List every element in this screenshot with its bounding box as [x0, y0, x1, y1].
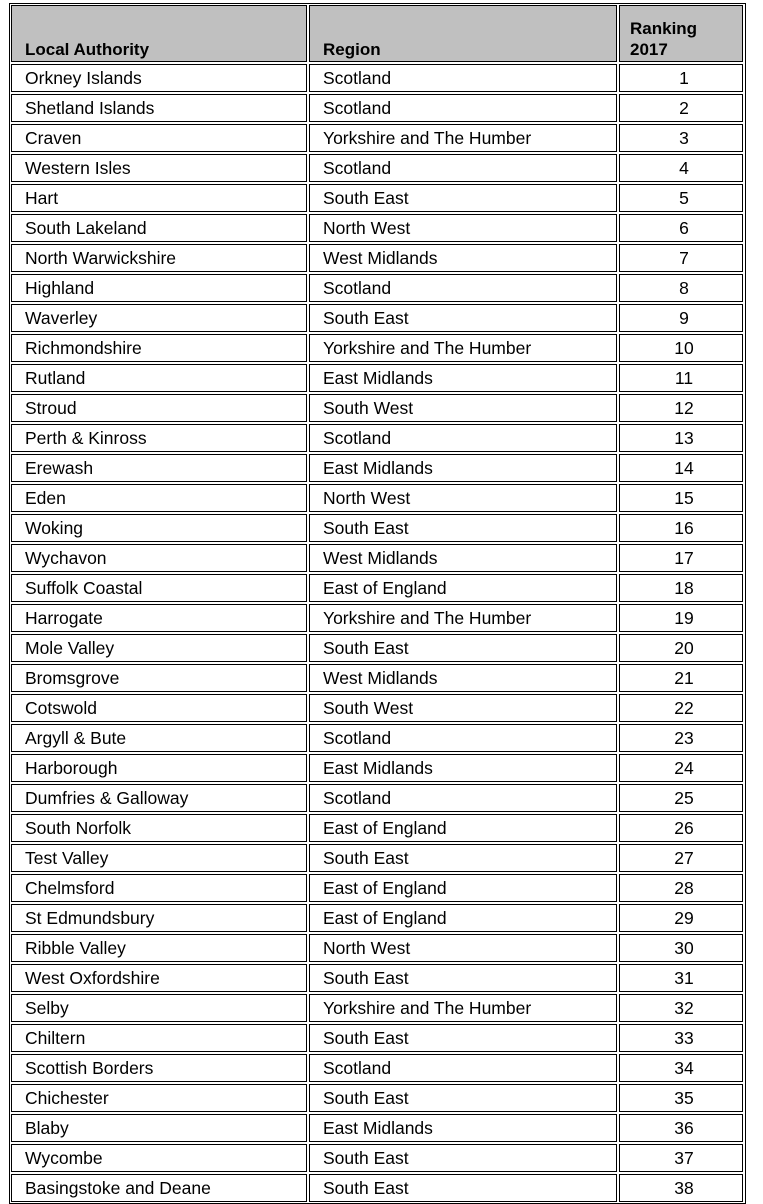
cell-ranking: 23	[619, 724, 743, 752]
cell-region: East Midlands	[309, 364, 617, 392]
cell-ranking: 22	[619, 694, 743, 722]
table-row	[11, 214, 743, 242]
cell-local-authority: Bromsgrove	[11, 664, 307, 692]
cell-region: South East	[309, 1084, 617, 1112]
cell-ranking: 15	[619, 484, 743, 512]
cell-ranking: 25	[619, 784, 743, 812]
cell-region: West Midlands	[309, 544, 617, 572]
cell-region: Yorkshire and The Humber	[309, 124, 617, 152]
cell-ranking: 5	[619, 184, 743, 212]
cell-region: South East	[309, 634, 617, 662]
cell-local-authority: Suffolk Coastal	[11, 574, 307, 602]
table-row	[11, 484, 743, 512]
cell-local-authority: Dumfries & Galloway	[11, 784, 307, 812]
cell-region: East Midlands	[309, 454, 617, 482]
header-region: Region	[309, 5, 617, 62]
table-body	[11, 64, 743, 1202]
cell-region: North West	[309, 484, 617, 512]
cell-region: Yorkshire and The Humber	[309, 994, 617, 1022]
cell-region: South East	[309, 304, 617, 332]
table-row	[11, 424, 743, 452]
table-row	[11, 604, 743, 632]
table-row	[11, 334, 743, 362]
cell-ranking: 4	[619, 154, 743, 182]
cell-local-authority: Erewash	[11, 454, 307, 482]
table-row	[11, 574, 743, 602]
cell-local-authority: Rutland	[11, 364, 307, 392]
cell-ranking: 11	[619, 364, 743, 392]
cell-local-authority: Cotswold	[11, 694, 307, 722]
cell-ranking: 36	[619, 1114, 743, 1142]
cell-region: Yorkshire and The Humber	[309, 334, 617, 362]
cell-region: South West	[309, 394, 617, 422]
cell-region: East Midlands	[309, 754, 617, 782]
cell-ranking: 21	[619, 664, 743, 692]
cell-region: South East	[309, 1024, 617, 1052]
cell-region: Scotland	[309, 154, 617, 182]
cell-ranking: 19	[619, 604, 743, 632]
cell-ranking: 10	[619, 334, 743, 362]
table-header-row	[11, 5, 743, 62]
cell-region: South East	[309, 844, 617, 872]
cell-local-authority: South Lakeland	[11, 214, 307, 242]
cell-region: South East	[309, 964, 617, 992]
table-row	[11, 784, 743, 812]
table-row	[11, 124, 743, 152]
header-ranking-line2: 2017	[630, 40, 668, 59]
cell-ranking: 38	[619, 1174, 743, 1202]
cell-region: Scotland	[309, 64, 617, 92]
cell-region: North West	[309, 214, 617, 242]
table-row	[11, 694, 743, 722]
cell-local-authority: Shetland Islands	[11, 94, 307, 122]
table-row	[11, 304, 743, 332]
table-row	[11, 814, 743, 842]
table-row	[11, 754, 743, 782]
cell-ranking: 12	[619, 394, 743, 422]
cell-ranking: 20	[619, 634, 743, 662]
cell-region: East Midlands	[309, 1114, 617, 1142]
cell-local-authority: Woking	[11, 514, 307, 542]
cell-ranking: 32	[619, 994, 743, 1022]
cell-region: South East	[309, 1144, 617, 1172]
table-row	[11, 154, 743, 182]
cell-local-authority: Chelmsford	[11, 874, 307, 902]
table-row	[11, 964, 743, 992]
cell-ranking: 29	[619, 904, 743, 932]
table-row	[11, 1144, 743, 1172]
table-row	[11, 514, 743, 542]
table-row	[11, 394, 743, 422]
cell-region: Scotland	[309, 424, 617, 452]
cell-ranking: 6	[619, 214, 743, 242]
rankings-table	[9, 3, 745, 1204]
table-row	[11, 1114, 743, 1142]
cell-region: East of England	[309, 874, 617, 902]
cell-region: South East	[309, 1174, 617, 1202]
cell-region: South East	[309, 184, 617, 212]
cell-ranking: 8	[619, 274, 743, 302]
cell-ranking: 16	[619, 514, 743, 542]
cell-local-authority: Test Valley	[11, 844, 307, 872]
table-row	[11, 94, 743, 122]
cell-local-authority: Mole Valley	[11, 634, 307, 662]
cell-ranking: 27	[619, 844, 743, 872]
cell-ranking: 7	[619, 244, 743, 272]
table-row	[11, 364, 743, 392]
cell-local-authority: Wycombe	[11, 1144, 307, 1172]
cell-local-authority: Chichester	[11, 1084, 307, 1112]
cell-region: East of England	[309, 814, 617, 842]
cell-local-authority: Richmondshire	[11, 334, 307, 362]
table-row	[11, 844, 743, 872]
table-row	[11, 1174, 743, 1202]
cell-region: West Midlands	[309, 244, 617, 272]
header-ranking-2017	[619, 5, 743, 62]
cell-ranking: 31	[619, 964, 743, 992]
table-row	[11, 1024, 743, 1052]
cell-local-authority: South Norfolk	[11, 814, 307, 842]
cell-region: North West	[309, 934, 617, 962]
table-row	[11, 664, 743, 692]
cell-local-authority: Ribble Valley	[11, 934, 307, 962]
table-row	[11, 454, 743, 482]
cell-local-authority: Harborough	[11, 754, 307, 782]
cell-local-authority: Basingstoke and Deane	[11, 1174, 307, 1202]
cell-ranking: 17	[619, 544, 743, 572]
cell-ranking: 35	[619, 1084, 743, 1112]
cell-region: East of England	[309, 574, 617, 602]
table-row	[11, 934, 743, 962]
cell-ranking: 18	[619, 574, 743, 602]
table-row	[11, 274, 743, 302]
cell-local-authority: Hart	[11, 184, 307, 212]
header-ranking-line1: Ranking	[630, 19, 698, 38]
cell-local-authority: Scottish Borders	[11, 1054, 307, 1082]
cell-region: Yorkshire and The Humber	[309, 604, 617, 632]
table-row	[11, 904, 743, 932]
cell-region: South East	[309, 514, 617, 542]
cell-ranking: 14	[619, 454, 743, 482]
cell-region: Scotland	[309, 94, 617, 122]
table-row	[11, 724, 743, 752]
cell-ranking: 37	[619, 1144, 743, 1172]
cell-ranking: 24	[619, 754, 743, 782]
cell-region: Scotland	[309, 1054, 617, 1082]
cell-local-authority: Stroud	[11, 394, 307, 422]
cell-local-authority: Perth & Kinross	[11, 424, 307, 452]
cell-local-authority: Waverley	[11, 304, 307, 332]
table-row	[11, 244, 743, 272]
table-row	[11, 1054, 743, 1082]
table-row	[11, 994, 743, 1022]
header-local-authority: Local Authority	[11, 5, 307, 62]
cell-local-authority: West Oxfordshire	[11, 964, 307, 992]
cell-local-authority: Wychavon	[11, 544, 307, 572]
table-row	[11, 544, 743, 572]
cell-local-authority: Eden	[11, 484, 307, 512]
cell-local-authority: Western Isles	[11, 154, 307, 182]
cell-local-authority: St Edmundsbury	[11, 904, 307, 932]
cell-region: East of England	[309, 904, 617, 932]
cell-ranking: 3	[619, 124, 743, 152]
cell-local-authority: Blaby	[11, 1114, 307, 1142]
cell-ranking: 33	[619, 1024, 743, 1052]
table-row	[11, 64, 743, 92]
cell-region: Scotland	[309, 724, 617, 752]
cell-local-authority: Orkney Islands	[11, 64, 307, 92]
table-row	[11, 634, 743, 662]
cell-ranking: 1	[619, 64, 743, 92]
cell-ranking: 13	[619, 424, 743, 452]
cell-region: Scotland	[309, 784, 617, 812]
cell-local-authority: North Warwickshire	[11, 244, 307, 272]
table-row	[11, 184, 743, 212]
cell-local-authority: Highland	[11, 274, 307, 302]
table-row	[11, 1084, 743, 1112]
cell-ranking: 28	[619, 874, 743, 902]
cell-ranking: 9	[619, 304, 743, 332]
cell-local-authority: Craven	[11, 124, 307, 152]
cell-ranking: 34	[619, 1054, 743, 1082]
table-row	[11, 874, 743, 902]
cell-ranking: 30	[619, 934, 743, 962]
cell-region: Scotland	[309, 274, 617, 302]
cell-local-authority: Chiltern	[11, 1024, 307, 1052]
cell-region: South West	[309, 694, 617, 722]
cell-local-authority: Argyll & Bute	[11, 724, 307, 752]
cell-ranking: 2	[619, 94, 743, 122]
cell-ranking: 26	[619, 814, 743, 842]
cell-region: West Midlands	[309, 664, 617, 692]
cell-local-authority: Selby	[11, 994, 307, 1022]
rankings-table-frame	[9, 3, 746, 1204]
cell-local-authority: Harrogate	[11, 604, 307, 632]
